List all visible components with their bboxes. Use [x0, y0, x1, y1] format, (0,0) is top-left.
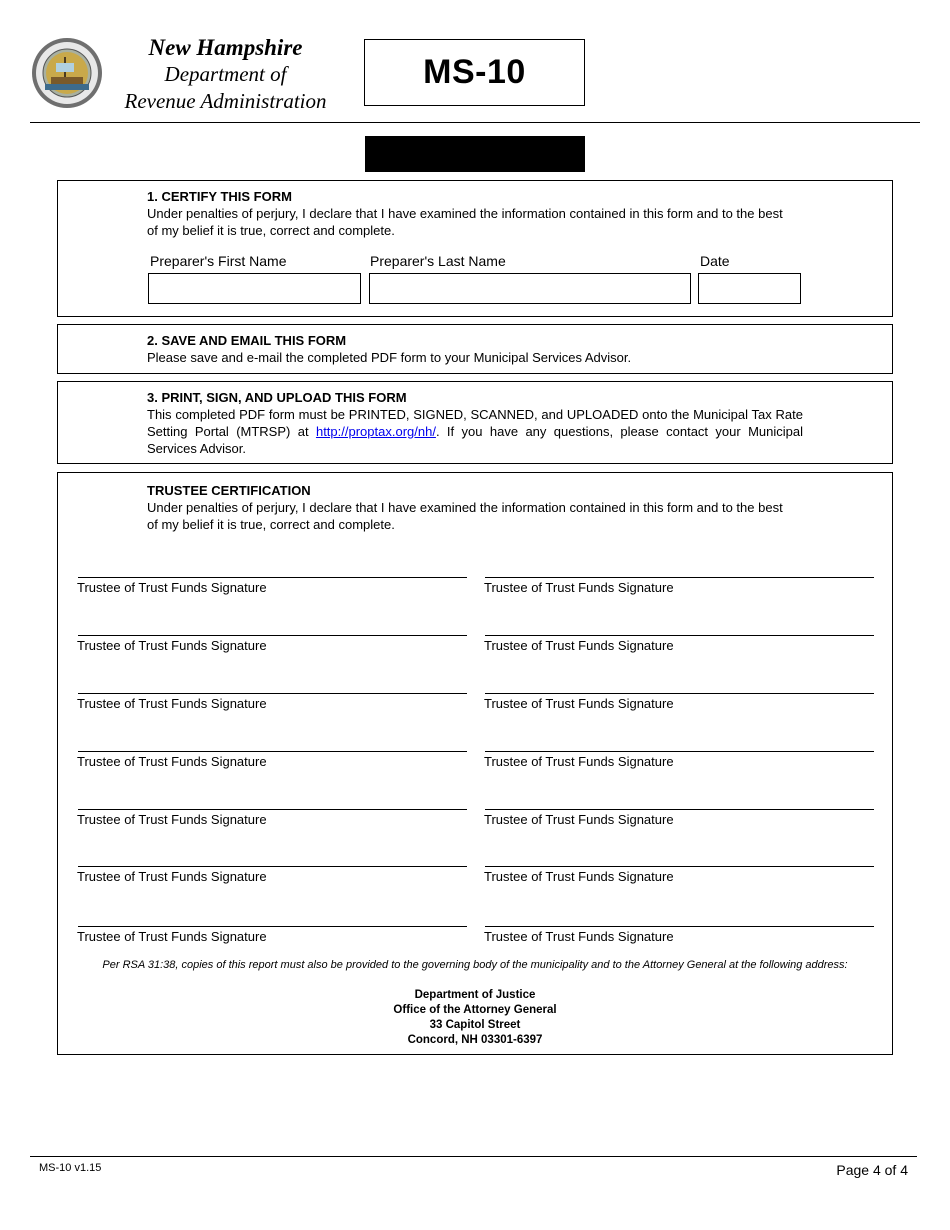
- certify-section: [57, 180, 893, 317]
- certify-text-line1: Under penalties of perjury, I declare that I have examined the information contained in this form and to the best: [147, 206, 783, 221]
- signature-line-right[interactable]: [485, 635, 874, 636]
- signature-line-right[interactable]: [485, 693, 874, 694]
- print-sign-upload-text: [147, 406, 803, 457]
- upload-text-after-link: . If you have any questions, please contact your Municipal Services Advisor.: [147, 424, 803, 456]
- upload-text-before-link: This completed PDF form must be PRINTED, SIGNED, SCANNED, and UPLOADED onto the Municipal Tax Rate Setting Portal (MTRSP) at: [147, 407, 803, 439]
- signature-line-left[interactable]: [78, 693, 467, 694]
- signature-line-left[interactable]: [78, 809, 467, 810]
- signature-label-right: Trustee of Trust Funds Signature: [484, 869, 674, 884]
- trustee-heading: TRUSTEE CERTIFICATION: [147, 483, 311, 498]
- page-number: Page 4 of 4: [836, 1162, 908, 1178]
- first-name-label: Preparer's First Name: [150, 253, 287, 269]
- rsa-note: Per RSA 31:38, copies of this report must also be provided to the governing body of the municipality and to the Attorney General at the following address:: [102, 959, 848, 971]
- signature-label-right: Trustee of Trust Funds Signature: [484, 812, 674, 827]
- address-line1: Department of Justice: [414, 989, 536, 1001]
- last-name-field[interactable]: [369, 273, 691, 304]
- signature-label-left: Trustee of Trust Funds Signature: [77, 580, 267, 595]
- last-name-label: Preparer's Last Name: [370, 253, 506, 269]
- form-id: MS-10: [423, 53, 526, 91]
- address-line2: Office of the Attorney General: [393, 1004, 557, 1016]
- state-seal-logo: [31, 37, 103, 109]
- certify-text-line2: of my belief it is true, correct and complete.: [147, 223, 395, 238]
- signature-label-right: Trustee of Trust Funds Signature: [484, 638, 674, 653]
- signature-line-right[interactable]: [485, 751, 874, 752]
- trustee-text-line2: of my belief it is true, correct and complete.: [147, 517, 395, 532]
- signature-line-right[interactable]: [485, 577, 874, 578]
- trustee-text-line1: Under penalties of perjury, I declare that I have examined the information contained in this form and to the best: [147, 500, 783, 515]
- agency-division: Revenue Administration: [124, 89, 327, 113]
- address-line3: 33 Capitol Street: [429, 1019, 521, 1031]
- certify-heading: 1. CERTIFY THIS FORM: [147, 189, 292, 204]
- signature-line-right[interactable]: [485, 926, 874, 927]
- signature-line-right[interactable]: [485, 866, 874, 867]
- signature-line-left[interactable]: [78, 577, 467, 578]
- trustee-certification-section: [57, 472, 893, 1055]
- signature-line-left[interactable]: [78, 751, 467, 752]
- date-label: Date: [700, 253, 730, 269]
- header-divider: [30, 122, 920, 123]
- form-id-box: [364, 39, 585, 106]
- signature-label-right: Trustee of Trust Funds Signature: [484, 696, 674, 711]
- date-field[interactable]: [698, 273, 801, 304]
- signature-label-right: Trustee of Trust Funds Signature: [484, 580, 674, 595]
- signature-label-right: Trustee of Trust Funds Signature: [484, 929, 674, 944]
- signature-label-left: Trustee of Trust Funds Signature: [77, 929, 267, 944]
- signature-label-left: Trustee of Trust Funds Signature: [77, 754, 267, 769]
- signature-label-left: Trustee of Trust Funds Signature: [77, 638, 267, 653]
- mtrsp-portal-link[interactable]: http://proptax.org/nh/: [315, 424, 436, 439]
- signature-label-right: Trustee of Trust Funds Signature: [484, 754, 674, 769]
- signature-line-right[interactable]: [485, 809, 874, 810]
- first-name-field[interactable]: [148, 273, 361, 304]
- attorney-general-address: [58, 988, 892, 1048]
- print-sign-upload-heading: 3. PRINT, SIGN, AND UPLOAD THIS FORM: [147, 390, 407, 405]
- agency-department: Department of: [164, 62, 287, 86]
- signature-label-left: Trustee of Trust Funds Signature: [77, 696, 267, 711]
- signature-line-left[interactable]: [78, 926, 467, 927]
- redacted-title-bar: [365, 136, 585, 172]
- agency-state: New Hampshire: [148, 35, 303, 60]
- print-sign-upload-section: [57, 381, 893, 464]
- signature-label-left: Trustee of Trust Funds Signature: [77, 812, 267, 827]
- signature-label-left: Trustee of Trust Funds Signature: [77, 869, 267, 884]
- save-email-section: [57, 324, 893, 374]
- signature-line-left[interactable]: [78, 866, 467, 867]
- save-email-heading: 2. SAVE AND EMAIL THIS FORM: [147, 333, 347, 348]
- form-version: MS-10 v1.15: [39, 1162, 102, 1174]
- agency-name: [118, 34, 333, 115]
- footer-divider: [30, 1156, 917, 1157]
- address-line4: Concord, NH 03301-6397: [407, 1034, 543, 1046]
- signature-line-left[interactable]: [78, 635, 467, 636]
- save-email-text: Please save and e-mail the completed PDF form to your Municipal Services Advisor.: [147, 350, 632, 365]
